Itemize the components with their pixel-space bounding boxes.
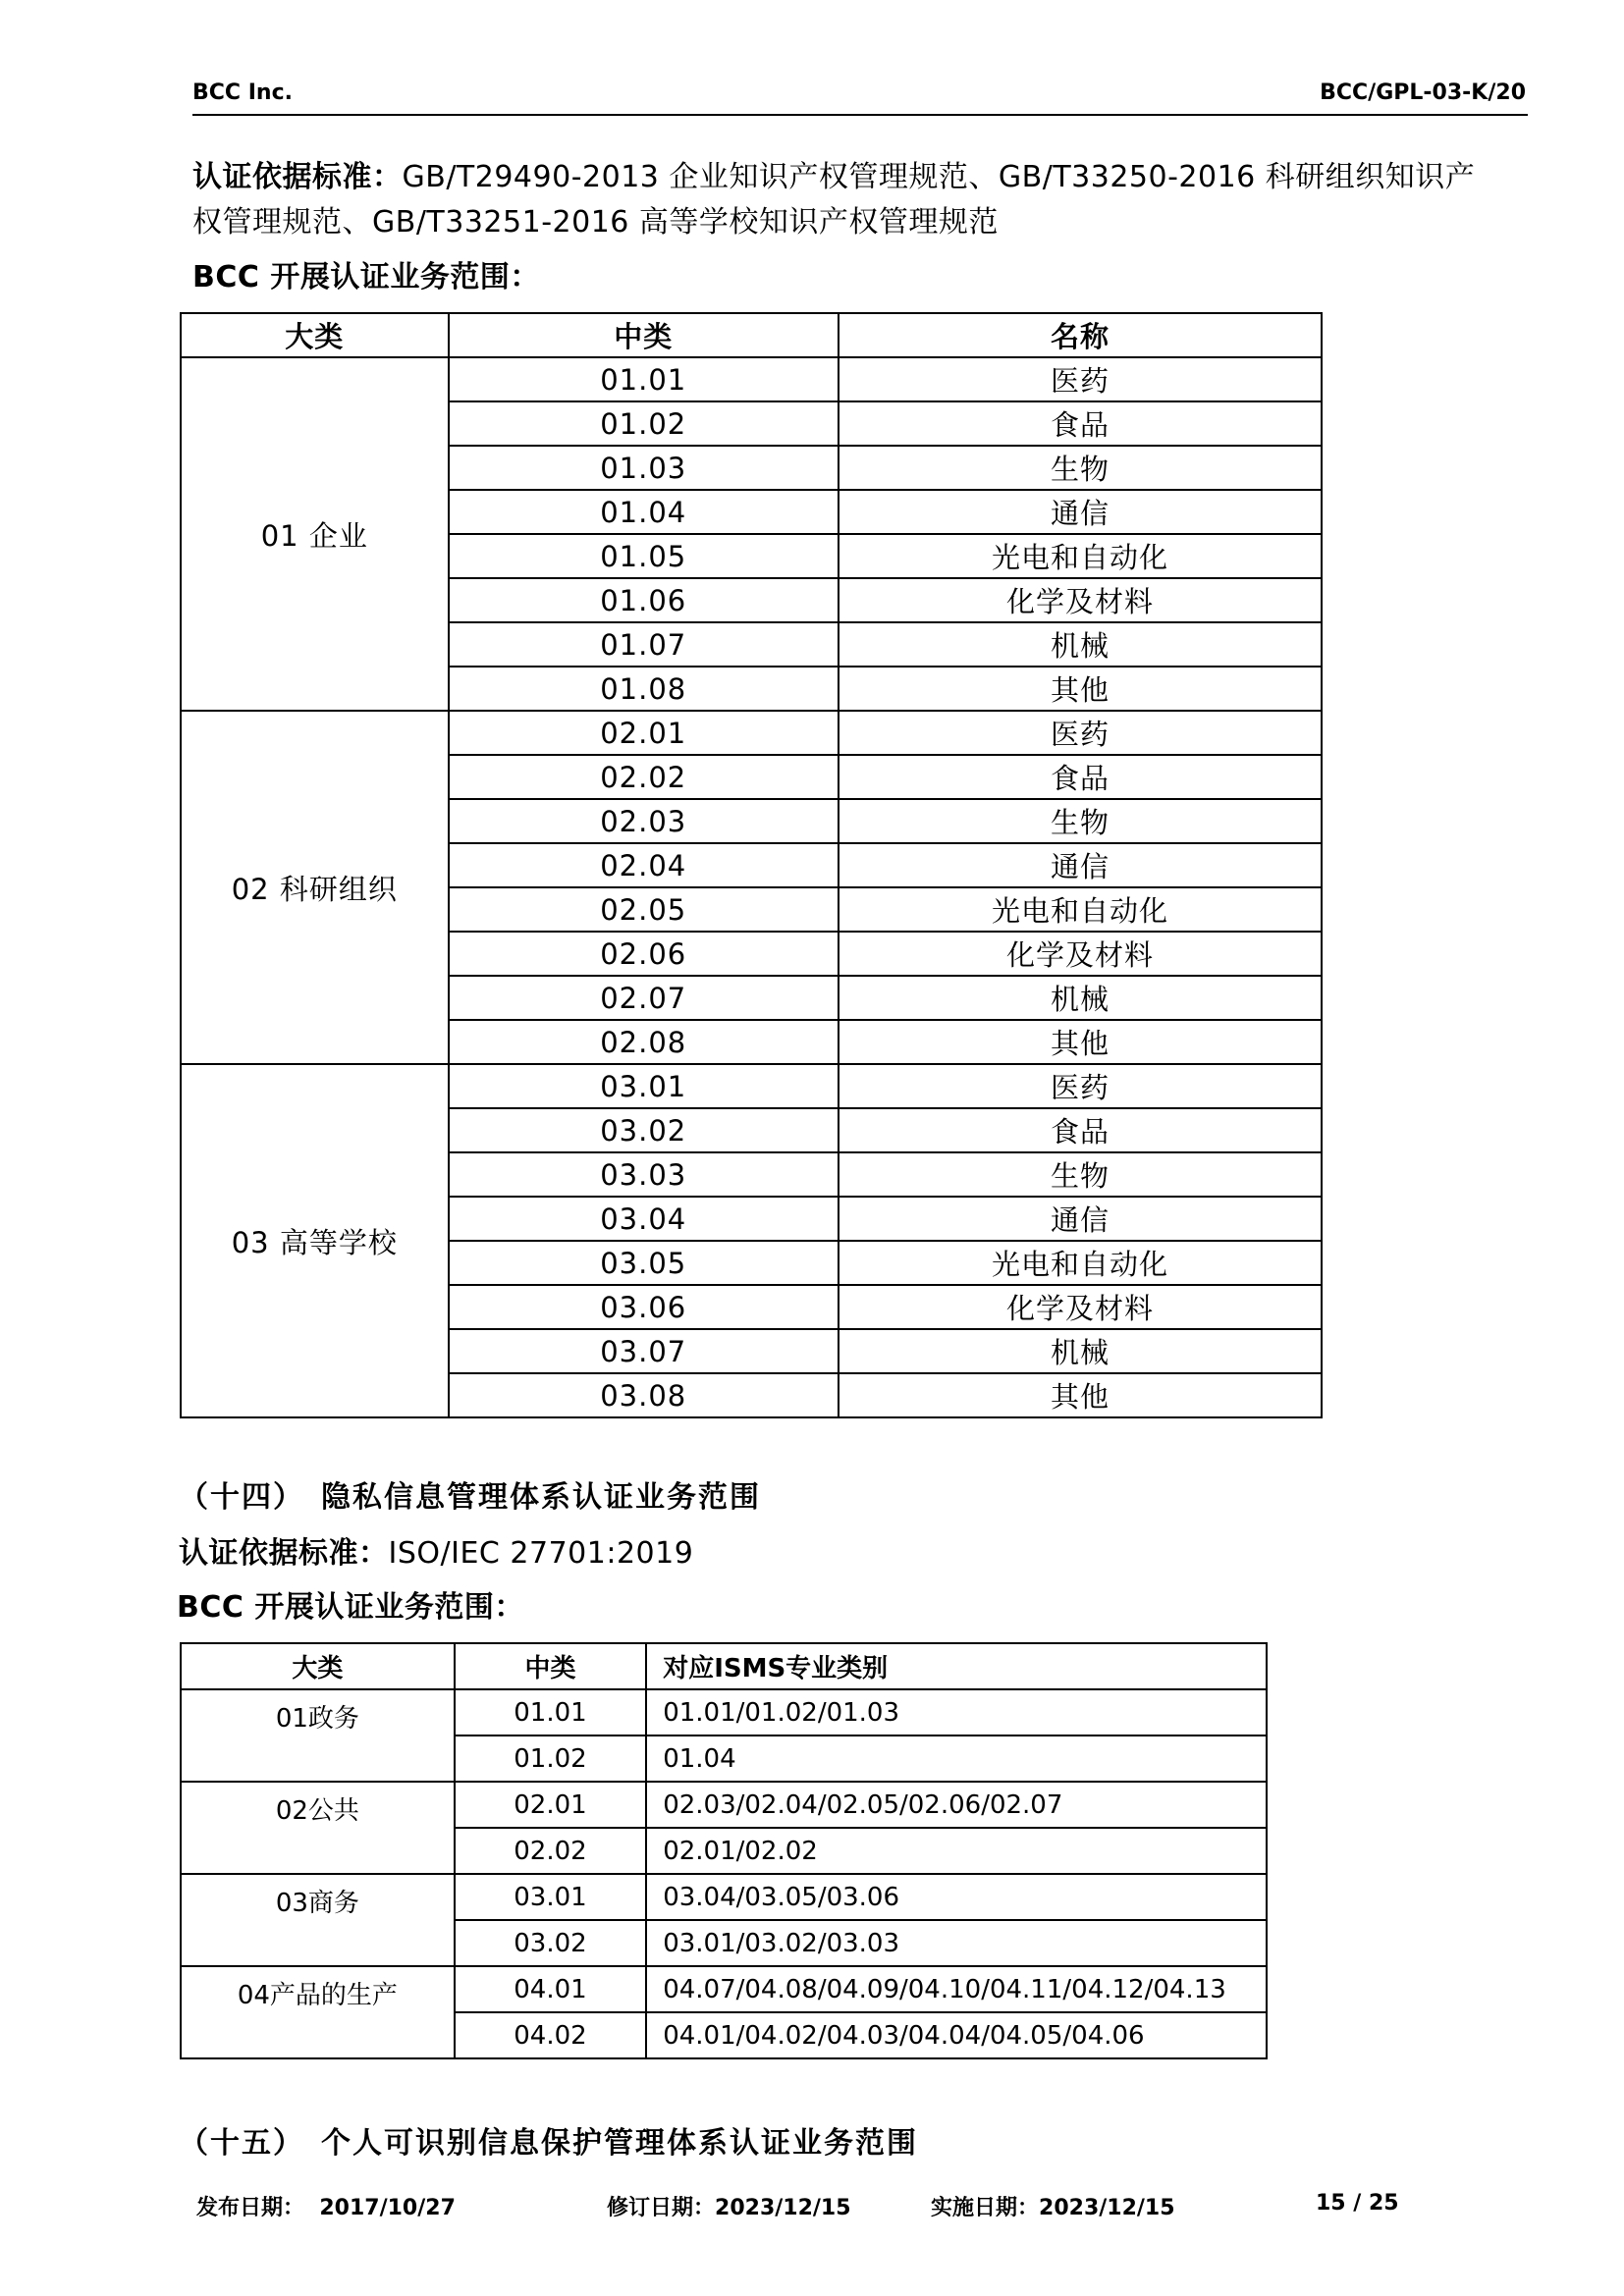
effective-date: 2023/12/15 (1039, 2196, 1175, 2220)
subcategory-cell: 02.02 (455, 1828, 646, 1874)
subcategory-cell: 03.06 (449, 1285, 839, 1329)
name-cell: 食品 (839, 401, 1322, 446)
revise-date: 2023/12/15 (715, 2196, 851, 2220)
subcategory-cell: 02.03 (449, 799, 839, 843)
standard-text-1: GB/T29490-2013 企业知识产权管理规范、GB/T33250-2016 科研组织知识产 (402, 160, 1476, 194)
name-cell: 食品 (839, 755, 1322, 799)
isms-cell: 03.01/03.02/03.03 (646, 1920, 1267, 1966)
category-cell: 03 高等学校 (181, 1064, 449, 1417)
section14-standard (179, 1531, 693, 1576)
table-row (181, 1874, 1267, 1920)
subcategory-cell: 04.01 (455, 1966, 646, 2012)
subcategory-cell: 01.08 (449, 667, 839, 711)
subcategory-cell: 03.01 (449, 1064, 839, 1108)
category-cell: 02 科研组织 (181, 711, 449, 1064)
name-cell: 其他 (839, 1020, 1322, 1064)
section13-scope-label: BCC 开展认证业务范围： (192, 260, 540, 294)
header-subcategory: 中类 (455, 1643, 646, 1689)
footer-publish (196, 2191, 456, 2221)
subcategory-cell: 03.02 (449, 1108, 839, 1152)
name-cell: 医药 (839, 711, 1322, 755)
table-row (181, 1689, 1267, 1735)
name-cell: 机械 (839, 622, 1322, 667)
subcategory-cell: 02.01 (449, 711, 839, 755)
section13-standard (192, 155, 1538, 245)
category-cell: 01政务 (181, 1689, 455, 1782)
table-row (181, 1782, 1267, 1828)
subcategory-cell: 01.02 (449, 401, 839, 446)
subcategory-cell: 03.01 (455, 1874, 646, 1920)
header-category: 大类 (181, 313, 449, 357)
category-cell: 04产品的生产 (181, 1966, 455, 2058)
name-cell: 食品 (839, 1108, 1322, 1152)
header-isms: 对应ISMS专业类别 (646, 1643, 1267, 1689)
name-cell: 通信 (839, 490, 1322, 534)
subcategory-cell: 03.08 (449, 1373, 839, 1417)
header-name: 名称 (839, 313, 1322, 357)
footer-page: 15 / 25 (1316, 2191, 1399, 2216)
name-cell: 化学及材料 (839, 578, 1322, 622)
isms-cell: 04.01/04.02/04.03/04.04/04.05/04.06 (646, 2012, 1267, 2058)
name-cell: 机械 (839, 1329, 1322, 1373)
name-cell: 化学及材料 (839, 1285, 1322, 1329)
section14-title: （十四） 隐私信息管理体系认证业务范围 (179, 1480, 761, 1515)
subcategory-cell: 02.07 (449, 976, 839, 1020)
standard14-label: 认证依据标准： (179, 1536, 389, 1571)
subcategory-cell: 01.04 (449, 490, 839, 534)
subcategory-cell: 03.02 (455, 1920, 646, 1966)
isms-cell: 01.01/01.02/01.03 (646, 1689, 1267, 1735)
name-cell: 其他 (839, 667, 1322, 711)
isms-cell: 01.04 (646, 1735, 1267, 1782)
subcategory-cell: 02.06 (449, 932, 839, 976)
table-row (181, 1064, 1322, 1108)
subcategory-cell: 01.03 (449, 446, 839, 490)
subcategory-cell: 02.01 (455, 1782, 646, 1828)
subcategory-cell: 01.02 (455, 1735, 646, 1782)
subcategory-cell: 03.03 (449, 1152, 839, 1197)
name-cell: 医药 (839, 357, 1322, 401)
name-cell: 生物 (839, 799, 1322, 843)
footer-revise (607, 2191, 851, 2221)
standard-text-2: 权管理规范、GB/T33251-2016 高等学校知识产权管理规范 (192, 205, 999, 240)
revise-label: 修订日期： (607, 2196, 716, 2220)
isms-cell: 03.04/03.05/03.06 (646, 1874, 1267, 1920)
standard-label: 认证依据标准： (192, 160, 403, 194)
table-row (181, 357, 1322, 401)
header-rule (192, 114, 1528, 116)
category-cell: 02公共 (181, 1782, 455, 1874)
header-doc-code: BCC/GPL-03-K/20 (1320, 80, 1526, 105)
subcategory-cell: 02.04 (449, 843, 839, 887)
table-header-row (181, 313, 1322, 357)
subcategory-cell: 02.02 (449, 755, 839, 799)
name-cell: 光电和自动化 (839, 887, 1322, 932)
section15-title: （十五） 个人可识别信息保护管理体系认证业务范围 (179, 2126, 918, 2161)
publish-label: 发布日期： (196, 2196, 305, 2220)
isms-cell: 02.01/02.02 (646, 1828, 1267, 1874)
isms-cell: 02.03/02.04/02.05/02.06/02.07 (646, 1782, 1267, 1828)
name-cell: 生物 (839, 446, 1322, 490)
subcategory-cell: 01.07 (449, 622, 839, 667)
subcategory-cell: 04.02 (455, 2012, 646, 2058)
name-cell: 化学及材料 (839, 932, 1322, 976)
section14-scope-label: BCC 开展认证业务范围： (177, 1590, 524, 1625)
table-header-row (181, 1643, 1267, 1689)
scope-table-privacy (180, 1642, 1268, 2059)
name-cell: 光电和自动化 (839, 534, 1322, 578)
publish-date: 2017/10/27 (319, 2196, 456, 2220)
isms-cell: 04.07/04.08/04.09/04.10/04.11/04.12/04.13 (646, 1966, 1267, 2012)
name-cell: 机械 (839, 976, 1322, 1020)
header-company: BCC Inc. (192, 80, 293, 105)
name-cell: 医药 (839, 1064, 1322, 1108)
name-cell: 生物 (839, 1152, 1322, 1197)
header-subcategory: 中类 (449, 313, 839, 357)
name-cell: 通信 (839, 843, 1322, 887)
category-cell: 01 企业 (181, 357, 449, 711)
subcategory-cell: 01.05 (449, 534, 839, 578)
subcategory-cell: 02.08 (449, 1020, 839, 1064)
standard14-text: ISO/IEC 27701:2019 (388, 1536, 694, 1571)
subcategory-cell: 01.06 (449, 578, 839, 622)
name-cell: 光电和自动化 (839, 1241, 1322, 1285)
table-row (181, 1966, 1267, 2012)
subcategory-cell: 02.05 (449, 887, 839, 932)
subcategory-cell: 01.01 (455, 1689, 646, 1735)
subcategory-cell: 03.05 (449, 1241, 839, 1285)
footer-effective (931, 2191, 1175, 2221)
subcategory-cell: 01.01 (449, 357, 839, 401)
subcategory-cell: 03.07 (449, 1329, 839, 1373)
category-cell: 03商务 (181, 1874, 455, 1966)
effective-label: 实施日期： (931, 2196, 1040, 2220)
name-cell: 通信 (839, 1197, 1322, 1241)
subcategory-cell: 03.04 (449, 1197, 839, 1241)
table-row (181, 711, 1322, 755)
header-category: 大类 (181, 1643, 455, 1689)
scope-table-ip (180, 312, 1323, 1418)
name-cell: 其他 (839, 1373, 1322, 1417)
